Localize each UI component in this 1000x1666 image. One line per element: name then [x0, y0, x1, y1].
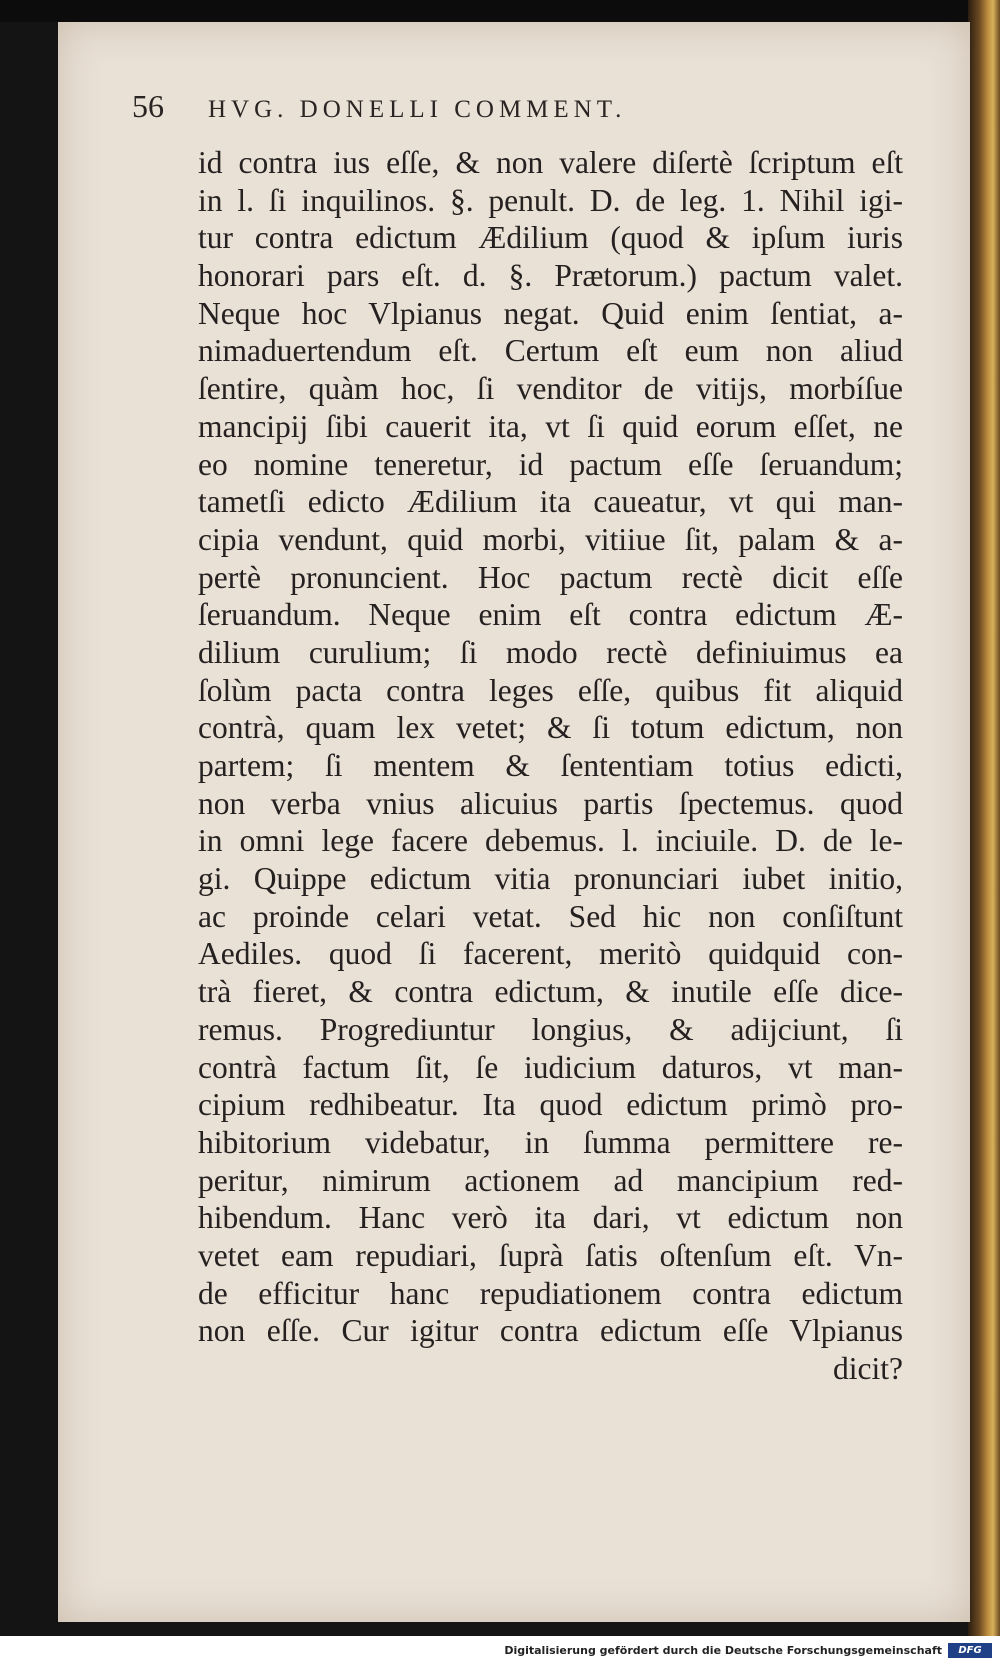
text-line: nimaduertendum eſt. Certum eſt eum non aliud [198, 333, 903, 369]
text-line: in l. ſi inquilinos. §. penult. D. de leg. 1. Nihil igi- [198, 182, 903, 218]
book-spine-edge [968, 0, 1000, 1666]
page-header [132, 88, 842, 125]
digitization-credit: Digitalisierung gefördert durch die Deutsche Forschungsgemeinschaft [504, 1644, 942, 1657]
text-line: Neque hoc Vlpianus negat. Quid enim ſentiat, a- [198, 295, 903, 331]
scan-top-edge [0, 0, 1000, 22]
text-line: tametſi edicto Ædilium ita caueatur, vt qui man- [198, 484, 903, 520]
text-line: trà fieret, & contra edictum, & inutile eſſe dice- [198, 974, 903, 1010]
text-line: cipia vendunt, quid morbi, vitiiue ſit, palam & a- [198, 521, 903, 557]
page-number: 56 [132, 88, 164, 124]
text-line: partem; ſi mentem & ſententiam totius edicti, [198, 748, 903, 783]
catchword: dicit? [833, 1351, 903, 1386]
text-line: honorari pars eſt. d. §. Prætorum.) pactum valet. [198, 258, 903, 294]
text-line: Aediles. quod ſi facerent, meritò quidquid con- [198, 936, 903, 972]
text-line: ſentire, quàm hoc, ſi venditor de vitijs, morbíſue [198, 371, 903, 407]
text-line: gi. Quippe edictum vitia pronunciari iubet initio, [198, 861, 903, 897]
text-line: pertè pronuncient. Hoc pactum rectè dicit eſſe [198, 559, 903, 595]
text-line: contrà factum ſit, ſe iudicium daturos, vt man- [198, 1049, 903, 1085]
text-line: id contra ius eſſe, & non valere diſertè ſcriptum eſt [198, 145, 903, 180]
text-line: ac proinde celari vetat. Sed hic non conſiſtunt [198, 898, 903, 934]
text-line: hibendum. Hanc verò ita dari, vt edictum non [198, 1200, 903, 1236]
footer-bar [0, 1636, 1000, 1666]
text-line: vetet eam repudiari, ſuprà ſatis oſtenſum eſt. Vn- [198, 1237, 903, 1273]
running-head: HVG. DONELLI COMMENT. [208, 96, 627, 123]
dfg-logo-icon: DFG [948, 1643, 992, 1658]
text-line: non verba vnius alicuius partis ſpectemus. quod [198, 785, 903, 821]
text-line: mancipij ſibi cauerit ita, vt ſi quid eorum eſſet, ne [198, 408, 903, 444]
text-line: remus. Progrediuntur longius, & adijciunt, ſi [198, 1011, 903, 1047]
text-line: ſeruandum. Neque enim eſt contra edictum Æ- [198, 597, 903, 633]
text-line: hibitorium videbatur, in ſumma permittere re- [198, 1124, 903, 1160]
text-line: contrà, quam lex vetet; & ſi totum edictum, non [198, 710, 903, 746]
text-line: dilium curulium; ſi modo rectè definiuimus ea [198, 634, 903, 670]
body-text [198, 144, 903, 1388]
text-line: eo nomine teneretur, id pactum eſſe ſeruandum; [198, 446, 903, 482]
text-line: ſolùm pacta contra leges eſſe, quibus fit aliquid [198, 672, 903, 708]
text-line: de efficitur hanc repudiationem contra edictum [198, 1275, 903, 1311]
text-line: cipium redhibeatur. Ita quod edictum primò pro- [198, 1087, 903, 1123]
text-line: peritur, nimirum actionem ad mancipium red- [198, 1162, 903, 1198]
text-line: in omni lege facere debemus. l. inciuile. D. de le- [198, 823, 903, 859]
text-line: tur contra edictum Ædilium (quod & ipſum iuris [198, 220, 903, 256]
text-line: non eſſe. Cur igitur contra edictum eſſe Vlpianus [198, 1313, 903, 1349]
